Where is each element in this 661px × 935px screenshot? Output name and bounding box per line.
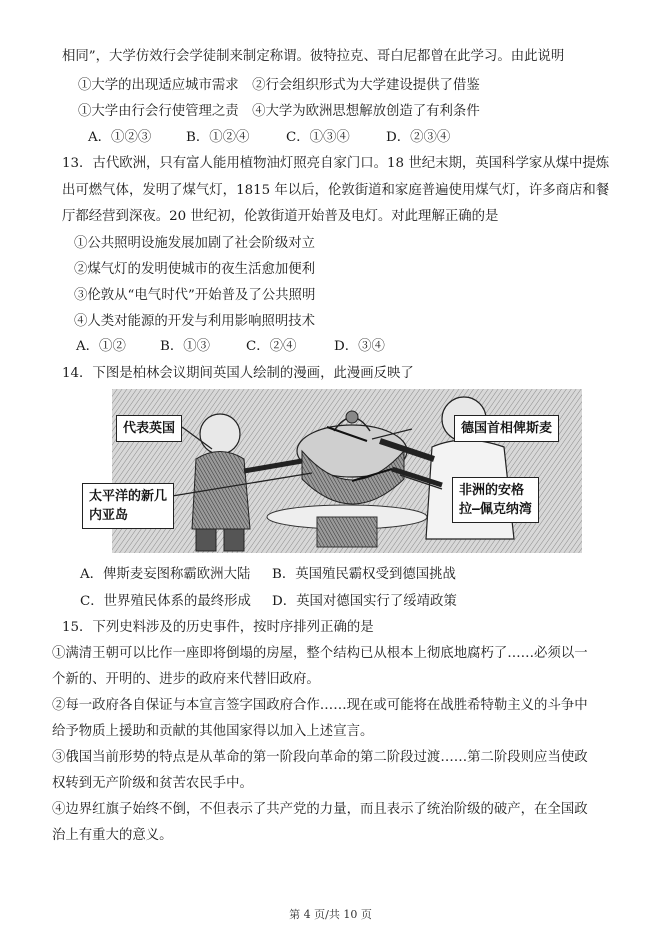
cartoon-figure [89, 389, 582, 553]
q15-stem: 15．下列史料涉及的历史事件，按时序排列正确的是 [62, 620, 374, 635]
q15-source-2a: ②每一政府各自保证与本宣言签字国政府合作……现在或可能将在战胜希特勒主义的斗争中 [52, 698, 588, 713]
q15-source-3a: ③俄国当前形势的特点是从革命的第一阶段向革命的第二阶段过渡……第二阶段则应当使政 [52, 750, 588, 765]
q15-source-1a: ①满清王朝可以比作一座即将倒塌的房屋，整个结构已从根本上彻底地腐朽了……必须以一 [52, 646, 588, 661]
q13-option-b[interactable]: B．①③ [160, 339, 211, 354]
label-new-guinea-line1: 太平洋的新几 [89, 489, 168, 504]
label-bismarck: 德国首相俾斯麦 [454, 415, 559, 442]
q12-option-c[interactable]: C．①③④ [286, 130, 350, 145]
q12-stem-end: 相同”，大学仿效行会学徒制来制定称谓。彼特拉克、哥白尼都曾在此学习。由此说明 [62, 49, 565, 64]
cartoon-illustration [112, 389, 582, 553]
label-angra-line1: 非洲的安格 [459, 483, 525, 498]
label-angra-pequena [452, 477, 539, 523]
q13-option-a[interactable]: A．①② [76, 339, 126, 354]
q12-option-b[interactable]: B．①②④ [186, 130, 250, 145]
q15-source-4a: ④边界红旗子始终不倒，不但表示了共产党的力量，而且表示了统治阶级的破产，在全国政 [52, 802, 588, 817]
q13-item-1: ①公共照明设施发展加剧了社会阶级对立 [74, 236, 316, 251]
q12-items-row2: ①大学由行会行使管理之责 ④大学为欧洲思想解放创造了有利条件 [78, 104, 480, 119]
q13-item-4: ④人类对能源的开发与利用影响照明技术 [74, 314, 316, 329]
q14-option-c[interactable]: C．世界殖民体系的最终形成 [80, 594, 251, 609]
q14-option-a[interactable]: A．俾斯麦妄图称霸欧洲大陆 [80, 567, 251, 582]
q13-options [76, 337, 636, 357]
q15-source-3b: 权转到无产阶级和贫苦农民手中。 [52, 776, 253, 791]
q13-stem-1: 13．古代欧洲，只有富人能用植物油灯照亮自家门口。18 世纪末期，英国科学家从煤中提炼 [62, 156, 610, 171]
q15-source-1b: 个新的、开明的、进步的政府来代替旧政府。 [52, 672, 320, 687]
q15-source-4b: 治上有重大的意义。 [52, 828, 173, 843]
label-angra-line2: 拉—佩克纳湾 [459, 502, 532, 517]
q14-options-row2 [80, 592, 640, 612]
q14-option-b[interactable]: B．英国殖民霸权受到德国挑战 [272, 567, 456, 582]
q13-item-2: ②煤气灯的发明使城市的夜生活愈加便利 [74, 262, 316, 277]
q12-option-d[interactable]: D．②③④ [386, 130, 451, 145]
q13-option-d[interactable]: D．③④ [334, 339, 385, 354]
q14-option-d[interactable]: D．英国对德国实行了绥靖政策 [272, 594, 457, 609]
q15-source-2b: 给予物质上援助和贡献的其他国家得以加入上述宣言。 [52, 724, 374, 739]
q13-item-3: ③伦敦从“电气时代”开始普及了公共照明 [74, 288, 316, 303]
q12-items-row1: ①大学的出现适应城市需求 ②行会组织形式为大学建设提供了借鉴 [78, 78, 480, 93]
label-britain: 代表英国 [116, 415, 182, 442]
label-new-guinea [82, 483, 174, 529]
q12-options [88, 128, 648, 148]
page-footer: 第 4 页/共 10 页 [289, 908, 372, 921]
q13-stem-3: 厅都经营到深夜。20 世纪初，伦敦街道开始普及电灯。对此理解正确的是 [62, 209, 499, 224]
q13-option-c[interactable]: C．②④ [246, 339, 297, 354]
q14-options-row1 [80, 565, 640, 585]
q12-option-a[interactable]: A．①②③ [88, 130, 152, 145]
q13-stem-2: 出可燃气体，发明了煤气灯，1815 年以后，伦敦街道和家庭普遍使用煤气灯，许多商店和餐 [62, 183, 610, 198]
label-new-guinea-line2: 内亚岛 [89, 508, 129, 523]
q14-stem: 14．下图是柏林会议期间英国人绘制的漫画，此漫画反映了 [62, 366, 414, 381]
